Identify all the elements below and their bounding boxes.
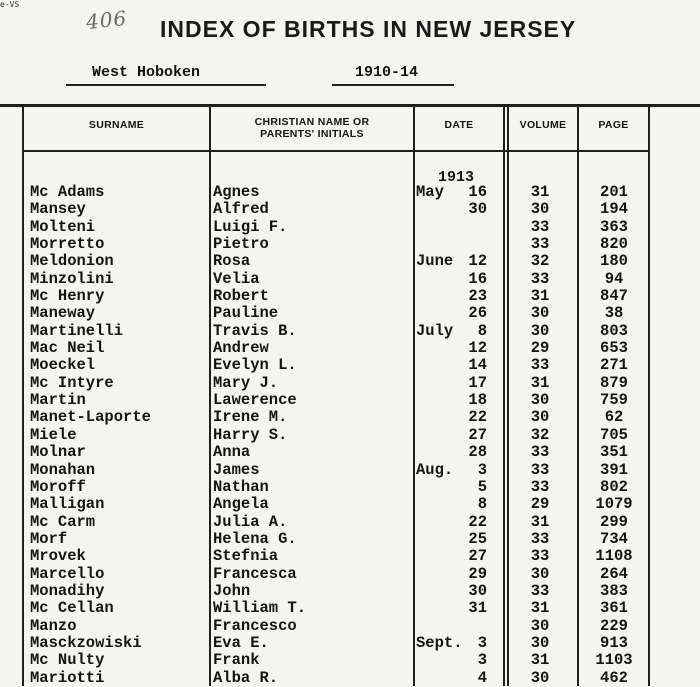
day-cell: 23 [468, 287, 487, 306]
christian-name-cell: Agnes [213, 183, 260, 201]
surname-cell: Mc Intyre [30, 373, 114, 392]
page-cell: 802 [600, 477, 628, 496]
index-rows [0, 184, 700, 687]
christian-name-cell: Julia A. [213, 512, 288, 531]
page-cell: 847 [600, 287, 628, 306]
table-row [0, 531, 700, 548]
day-cell: 30 [468, 200, 487, 219]
surname-cell: Manzo [30, 616, 77, 635]
volume-cell: 33 [530, 529, 550, 548]
volume-cell: 30 [530, 668, 550, 687]
volume-cell: 31 [530, 599, 550, 618]
day-cell: 28 [468, 443, 487, 462]
christian-name-cell: Travis B. [213, 321, 297, 340]
volume-cell: 33 [530, 460, 550, 479]
volume-cell: 33 [530, 581, 550, 600]
surname-cell: Molteni [30, 217, 96, 236]
day-cell: 29 [468, 564, 487, 583]
surname-cell: Morretto [30, 235, 105, 254]
volume-cell: 30 [530, 564, 550, 583]
volume-cell: 30 [530, 408, 550, 427]
page-cell: 653 [600, 339, 628, 358]
surname-cell: Minzolini [30, 269, 114, 288]
table-row [0, 652, 700, 669]
table-row [0, 462, 700, 479]
table-row [0, 392, 700, 409]
day-cell: 14 [468, 356, 487, 375]
christian-name-cell: Harry S. [213, 425, 288, 444]
day-cell: 16 [468, 269, 487, 288]
surname-cell: Meldonion [30, 252, 114, 271]
surname-cell: Mc Adams [30, 183, 105, 201]
year-label: 1913 [438, 169, 475, 186]
table-row [0, 357, 700, 374]
volume-cell: 33 [530, 269, 550, 288]
volume-cell: 31 [530, 183, 550, 201]
day-cell: 5 [477, 477, 487, 496]
column-header-christian-name: CHRISTIAN NAME OR PARENTS' INITIALS [254, 116, 370, 140]
table-row [0, 201, 700, 218]
surname-cell: Moeckel [30, 356, 96, 375]
day-cell: 31 [468, 599, 487, 618]
day-cell: 12 [468, 339, 487, 358]
surname-cell: Manet-Laporte [30, 408, 151, 427]
christian-name-cell: Anna [213, 443, 251, 462]
table-row [0, 618, 700, 635]
volume-cell: 33 [530, 547, 550, 566]
volume-cell: 33 [530, 477, 550, 496]
surname-cell: Molnar [30, 443, 86, 462]
table-row [0, 271, 700, 288]
table-row [0, 219, 700, 236]
surname-cell: Moroff [30, 477, 86, 496]
surname-cell: Maneway [30, 304, 96, 323]
column-header-page: PAGE [598, 119, 629, 131]
page-cell: 1079 [595, 495, 633, 514]
christian-name-cell: Andrew [213, 339, 269, 358]
surname-cell: Masckzowiski [30, 633, 142, 652]
surname-cell: Miele [30, 425, 77, 444]
christian-name-cell: Alba R. [213, 668, 279, 687]
surname-cell: Mansey [30, 200, 86, 219]
day-cell: 25 [468, 529, 487, 548]
day-cell: 27 [468, 425, 487, 444]
table-row [0, 288, 700, 305]
surname-cell: Martinelli [30, 321, 124, 340]
volume-cell: 33 [530, 443, 550, 462]
surname-cell: Martin [30, 391, 86, 410]
column-header-date: DATE [444, 119, 474, 131]
month-cell: May [416, 183, 444, 201]
christian-name-cell: Angela [213, 495, 269, 514]
surname-cell: Mrovek [30, 547, 86, 566]
day-cell: 3 [477, 460, 487, 479]
page-cell: 879 [600, 373, 628, 392]
surname-cell: Malligan [30, 495, 105, 514]
volume-cell: 29 [530, 339, 550, 358]
volume-cell: 30 [530, 616, 550, 635]
years-underline [332, 84, 454, 86]
table-row [0, 236, 700, 253]
day-cell: 16 [468, 183, 487, 201]
surname-cell: Mc Henry [30, 287, 105, 306]
volume-cell: 32 [530, 252, 550, 271]
volume-cell: 30 [530, 321, 550, 340]
christian-name-cell: Irene M. [213, 408, 288, 427]
christian-name-cell: Francesco [213, 616, 297, 635]
table-row [0, 409, 700, 426]
page-cell: 264 [600, 564, 628, 583]
month-cell: July [416, 321, 454, 340]
day-cell: 8 [477, 321, 487, 340]
page-cell: 759 [600, 391, 628, 410]
table-top-rule [0, 104, 700, 107]
month-cell: June [416, 252, 454, 271]
table-row [0, 479, 700, 496]
day-cell: 8 [477, 495, 487, 514]
christian-name-cell: Rosa [213, 252, 251, 271]
page-cell: 803 [600, 321, 628, 340]
table-row [0, 583, 700, 600]
day-cell: 22 [468, 408, 487, 427]
page-cell: 391 [600, 460, 628, 479]
volume-cell: 31 [530, 373, 550, 392]
volume-cell: 31 [530, 287, 550, 306]
table-row [0, 253, 700, 270]
surname-cell: Mc Nulty [30, 651, 105, 670]
place-underline [66, 84, 266, 86]
christian-name-cell: Velia [213, 269, 260, 288]
christian-name-cell: Stefnia [213, 547, 279, 566]
volume-cell: 31 [530, 651, 550, 670]
handwritten-stamp: 406 [84, 5, 129, 35]
surname-cell: Mac Neil [30, 339, 105, 358]
christian-name-cell: Evelyn L. [213, 356, 297, 375]
volume-cell: 32 [530, 425, 550, 444]
day-cell: 30 [468, 581, 487, 600]
christian-name-cell: Nathan [213, 477, 269, 496]
christian-name-cell: Lawerence [213, 391, 297, 410]
column-header-surname: SURNAME [88, 119, 145, 131]
christian-name-cell: Mary J. [213, 373, 279, 392]
christian-name-cell: Pauline [213, 304, 279, 323]
table-row [0, 375, 700, 392]
volume-cell: 33 [530, 356, 550, 375]
column-header-volume: VOLUME [519, 119, 567, 131]
surname-cell: Marcello [30, 564, 105, 583]
table-row [0, 340, 700, 357]
christian-name-cell: James [213, 460, 260, 479]
volume-cell: 33 [530, 217, 550, 236]
surname-cell: Mariotti [30, 668, 105, 687]
volume-cell: 33 [530, 235, 550, 254]
table-row [0, 184, 700, 201]
volume-cell: 30 [530, 391, 550, 410]
volume-cell: 30 [530, 633, 550, 652]
surname-cell: Mc Carm [30, 512, 96, 531]
corner-mark: e-VS [0, 0, 20, 9]
page-cell: 383 [600, 581, 628, 600]
table-row [0, 496, 700, 513]
day-cell: 17 [468, 373, 487, 392]
day-cell: 27 [468, 547, 487, 566]
surname-cell: Monahan [30, 460, 96, 479]
day-cell: 22 [468, 512, 487, 531]
volume-cell: 29 [530, 495, 550, 514]
page-cell: 229 [600, 616, 628, 635]
surname-cell: Monadihy [30, 581, 105, 600]
page-cell: 1108 [595, 547, 633, 566]
christian-name-cell: Francesca [213, 564, 297, 583]
page-cell: 94 [604, 269, 624, 288]
day-cell: 4 [477, 668, 487, 687]
page-cell: 271 [600, 356, 628, 375]
christian-name-cell: Frank [213, 651, 260, 670]
day-cell: 26 [468, 304, 487, 323]
christian-name-cell: Helena G. [213, 529, 297, 548]
table-row [0, 566, 700, 583]
page-cell: 299 [600, 512, 628, 531]
table-row [0, 427, 700, 444]
header-rule [22, 150, 650, 152]
christian-name-cell: Pietro [213, 235, 269, 254]
table-row [0, 514, 700, 531]
christian-name-cell: William T. [213, 599, 307, 618]
table-row [0, 305, 700, 322]
volume-cell: 31 [530, 512, 550, 531]
page-cell: 62 [604, 408, 624, 427]
christian-name-cell: Robert [213, 287, 269, 306]
page-cell: 361 [600, 599, 628, 618]
page-cell: 1103 [595, 651, 633, 670]
page-cell: 705 [600, 425, 628, 444]
month-cell: Sept. [416, 633, 463, 652]
volume-cell: 30 [530, 200, 550, 219]
page-cell: 462 [600, 668, 628, 687]
christian-name-cell: Eva E. [213, 633, 269, 652]
day-cell: 3 [477, 633, 487, 652]
table-row [0, 323, 700, 340]
day-cell: 18 [468, 391, 487, 410]
table-row [0, 670, 700, 687]
page-cell: 734 [600, 529, 628, 548]
page-cell: 201 [600, 183, 628, 201]
christian-name-cell: John [213, 581, 251, 600]
month-cell: Aug. [416, 460, 454, 479]
page-cell: 180 [600, 252, 628, 271]
table-row [0, 635, 700, 652]
year-range: 1910-14 [355, 64, 419, 81]
christian-name-cell: Luigi F. [213, 217, 288, 236]
page-cell: 820 [600, 235, 628, 254]
place-name: West Hoboken [92, 64, 201, 81]
volume-cell: 30 [530, 304, 550, 323]
surname-cell: Mc Cellan [30, 599, 114, 618]
page-cell: 38 [604, 304, 624, 323]
day-cell: 12 [468, 252, 487, 271]
page-cell: 363 [600, 217, 628, 236]
day-cell: 3 [477, 651, 487, 670]
page-cell: 913 [600, 633, 628, 652]
table-row [0, 600, 700, 617]
page-cell: 194 [600, 200, 628, 219]
table-row [0, 548, 700, 565]
christian-name-cell: Alfred [213, 200, 269, 219]
page-cell: 351 [600, 443, 628, 462]
table-row [0, 444, 700, 461]
surname-cell: Morf [30, 529, 68, 548]
page-title: INDEX OF BIRTHS IN NEW JERSEY [160, 16, 577, 42]
